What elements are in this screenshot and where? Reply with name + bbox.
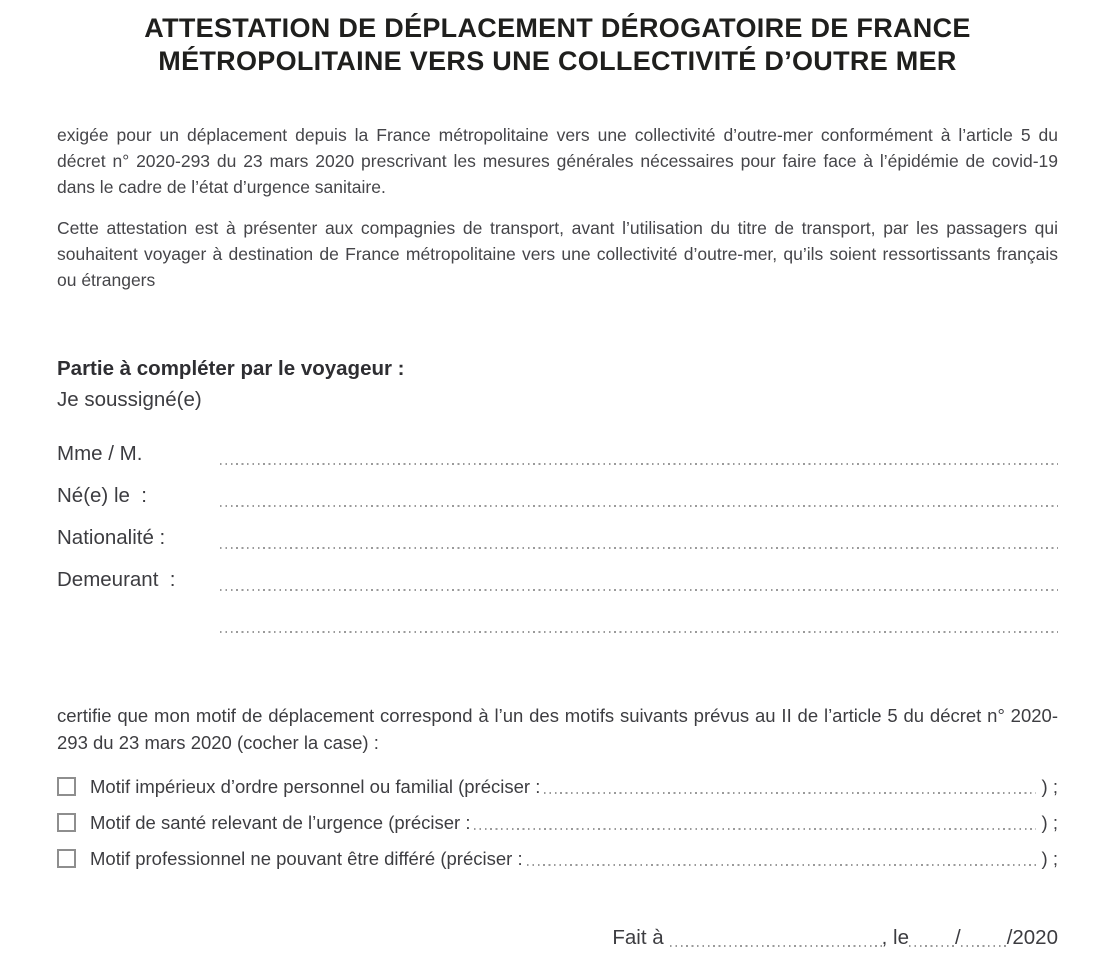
- health-motive-detail-input-line[interactable]: [474, 827, 1035, 830]
- name-field-input-line[interactable]: [220, 462, 1058, 465]
- nationality-field-label: Nationalité :: [57, 526, 166, 549]
- field-row-birthdate: [57, 482, 1058, 510]
- intro-paragraph-2: Cette attestation est à présenter aux compagnies de transport, avant l’utilisation du titre de transport, par les passagers qui souhaitent voyager à destination de France métropolitaine vers une collectivité d’outre-mer, qu’ils soient ressortissants français ou étrangers: [57, 218, 1058, 290]
- professional-motive-label: Motif professionnel ne pouvant être différé (préciser :: [90, 847, 523, 869]
- day-input-line[interactable]: [909, 944, 955, 947]
- document-title-line1: ATTESTATION DE DÉPLACEMENT DÉROGATOIRE DE FRANCE: [144, 13, 971, 43]
- le-label: , le: [881, 926, 909, 949]
- document-title-line2: MÉTROPOLITAINE VERS UNE COLLECTIVITÉ D’OUTRE MER: [158, 46, 957, 76]
- traveler-section-heading: Partie à compléter par le voyageur :: [57, 357, 405, 380]
- personal-motive-detail-input-line[interactable]: [544, 791, 1035, 794]
- nationality-field-input-line[interactable]: [220, 546, 1058, 549]
- health-motive-suffix: ) ;: [1041, 811, 1058, 833]
- personal-motive-suffix: ) ;: [1041, 775, 1058, 797]
- professional-motive-checkbox[interactable]: [57, 849, 76, 868]
- option-row-health-motive: [57, 809, 1058, 836]
- personal-motive-checkbox[interactable]: [57, 777, 76, 796]
- date-separator: /: [954, 926, 961, 949]
- traveler-fields: [57, 440, 1058, 636]
- birthdate-field-label: Né(e) le :: [57, 484, 147, 507]
- certification-paragraph: certifie que mon motif de déplacement correspond à l’un des motifs suivants prévus au II de l’article 5 du décret n° 2020-293 du 23 mars 2020 (cocher la case) :: [57, 705, 1058, 753]
- address-field-label: Demeurant :: [57, 568, 176, 591]
- field-row-nationality: [57, 524, 1058, 552]
- personal-motive-label: Motif impérieux d’ordre personnel ou familial (préciser :: [90, 775, 541, 797]
- fait-a-label: Fait à: [612, 926, 664, 949]
- address-field-input-line[interactable]: [220, 588, 1058, 591]
- motive-options: [57, 773, 1058, 872]
- intro-paragraph-1: exigée pour un déplacement depuis la France métropolitaine vers une collectivité d’outre-mer conformément à l’article 5 du décret n° 2020-293 du 23 mars 2020 prescrivant les mesures générales nécessaires pour faire face à l’épidémie de covid-19 dans le cadre de l’état d’urgence sanitaire.: [57, 125, 1058, 197]
- month-input-line[interactable]: [961, 944, 1007, 947]
- health-motive-label: Motif de santé relevant de l’urgence (préciser :: [90, 811, 471, 833]
- professional-motive-detail-input-line[interactable]: [527, 863, 1036, 866]
- professional-motive-suffix: ) ;: [1041, 847, 1058, 869]
- place-input-line[interactable]: [670, 944, 882, 947]
- option-row-professional-motive: [57, 845, 1058, 872]
- document-title: [57, 12, 1058, 78]
- field-row-address-continuation: [57, 608, 1058, 636]
- address-continuation-input-line[interactable]: [220, 630, 1058, 633]
- name-field-label: Mme / M.: [57, 442, 143, 465]
- year-suffix: /2020: [1006, 926, 1058, 949]
- health-motive-checkbox[interactable]: [57, 813, 76, 832]
- field-row-address: [57, 566, 1058, 594]
- field-row-name: [57, 440, 1058, 468]
- date-place-line: [57, 924, 1058, 952]
- birthdate-field-input-line[interactable]: [220, 504, 1058, 507]
- traveler-intro-text: Je soussigné(e): [57, 388, 202, 411]
- option-row-personal-motive: [57, 773, 1058, 800]
